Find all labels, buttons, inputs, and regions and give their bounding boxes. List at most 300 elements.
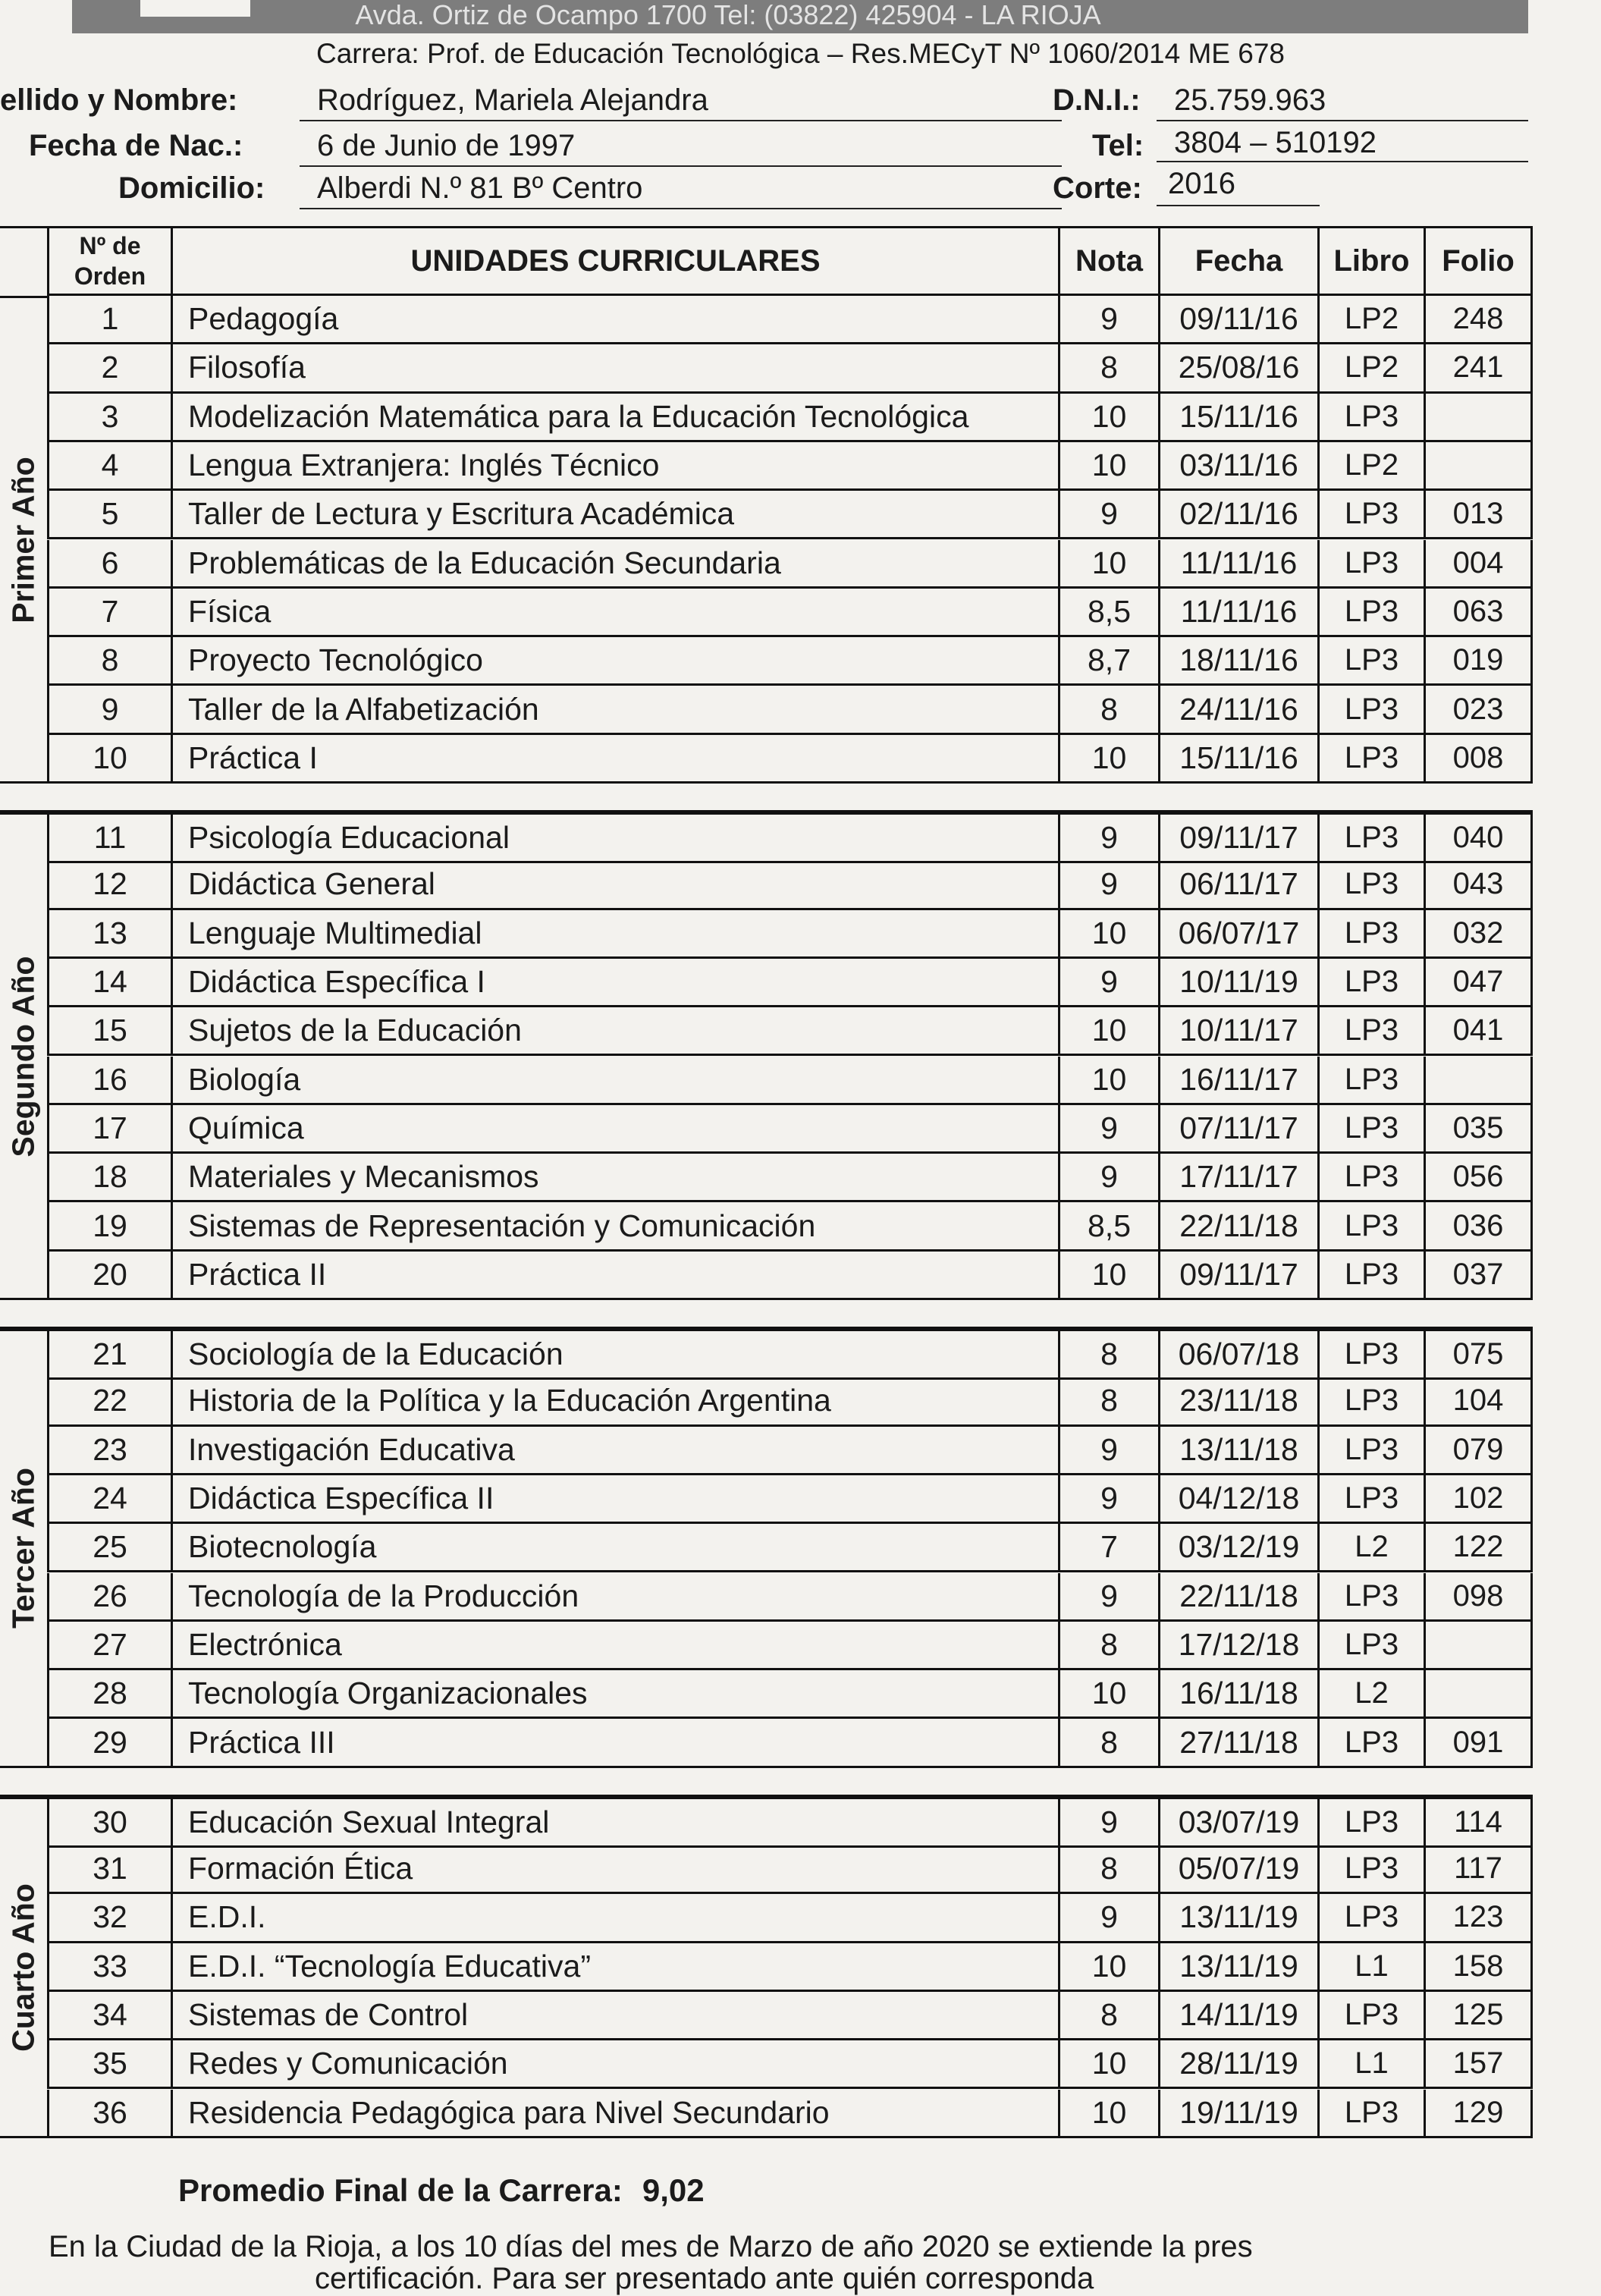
unidad-cell — [173, 1670, 1060, 1719]
nota-cell — [1060, 1427, 1160, 1475]
libro-cell-text: LP3 — [1344, 2095, 1399, 2129]
libro-cell-text: LP3 — [1344, 643, 1399, 677]
orden-cell-text: 17 — [93, 1110, 127, 1145]
orden-cell — [47, 1719, 173, 1767]
folio-cell — [1426, 735, 1533, 784]
orden-cell-text: 35 — [93, 2046, 127, 2081]
folio-cell — [1426, 1622, 1533, 1670]
unidad-cell-text: Práctica III — [188, 1724, 335, 1760]
table-row — [0, 540, 1533, 589]
unidad-cell-text: Filosofía — [188, 350, 306, 385]
header-nota-text: Nota — [1075, 243, 1143, 278]
libro-cell — [1320, 1377, 1426, 1426]
folio-cell-text: 079 — [1452, 1432, 1504, 1466]
orden-cell-text: 19 — [93, 1208, 127, 1243]
nota-cell — [1060, 1524, 1160, 1572]
folio-cell-text: 056 — [1452, 1160, 1504, 1194]
orden-cell — [47, 296, 173, 344]
address-underline — [300, 208, 1062, 209]
nota-cell — [1060, 637, 1160, 686]
fecha-cell-text: 09/11/17 — [1179, 820, 1298, 856]
corte-label: Corte: — [1053, 171, 1142, 205]
orden-cell — [47, 1007, 173, 1056]
tel-underline — [1157, 161, 1528, 162]
fecha-cell — [1160, 1670, 1320, 1719]
unidad-cell-text: Proyecto Tecnológico — [188, 642, 483, 678]
folio-cell-text: 035 — [1452, 1110, 1504, 1145]
libro-cell — [1320, 1007, 1426, 1056]
header-orden — [47, 226, 173, 296]
fecha-cell-text: 06/11/17 — [1179, 866, 1298, 902]
nota-cell — [1060, 2040, 1160, 2089]
fecha-cell-text: 03/07/19 — [1178, 1804, 1300, 1839]
orden-cell — [47, 589, 173, 637]
orden-cell — [47, 1202, 173, 1251]
folio-cell-text: 122 — [1452, 1530, 1504, 1564]
fecha-cell-text: 10/11/19 — [1179, 964, 1298, 1000]
folio-cell — [1426, 1894, 1533, 1943]
fecha-cell — [1160, 394, 1320, 442]
unidad-cell — [173, 1475, 1060, 1524]
unidad-cell-text: Historia de la Política y la Educación Argentina — [188, 1383, 831, 1418]
unidad-cell-text: Pedagogía — [188, 301, 339, 337]
libro-cell — [1320, 910, 1426, 959]
fecha-cell-text: 18/11/16 — [1179, 642, 1298, 678]
fecha-cell-text: 06/07/18 — [1178, 1336, 1300, 1372]
birth-date: 6 de Junio de 1997 — [317, 129, 576, 162]
folio-cell — [1426, 1154, 1533, 1202]
folio-cell — [1426, 1007, 1533, 1056]
table-corner-line — [0, 226, 47, 228]
table-row — [0, 812, 1533, 863]
unidad-cell-text: Lenguaje Multimedial — [188, 915, 482, 950]
table-row — [0, 394, 1533, 442]
orden-cell-text: 33 — [93, 1948, 127, 1983]
libro-cell-text: L2 — [1355, 1676, 1389, 1710]
libro-cell-text: LP3 — [1344, 1804, 1399, 1839]
libro-cell-text: LP2 — [1344, 350, 1399, 385]
folio-cell-text: 004 — [1452, 545, 1504, 579]
libro-cell-text: LP3 — [1344, 965, 1399, 999]
libro-cell — [1320, 1202, 1426, 1251]
libro-cell-text: LP3 — [1344, 1160, 1399, 1194]
libro-cell-text: LP3 — [1344, 1627, 1399, 1661]
libro-cell-text: LP3 — [1344, 821, 1399, 855]
orden-cell-text: 29 — [93, 1724, 127, 1760]
libro-cell — [1320, 442, 1426, 491]
header-fecha-text: Fecha — [1194, 243, 1283, 278]
fecha-cell — [1160, 1845, 1320, 1894]
fecha-cell — [1160, 344, 1320, 393]
libro-cell-text: LP2 — [1344, 302, 1399, 336]
table-row — [0, 1057, 1533, 1105]
birth-label: Fecha de Nac.: — [29, 129, 243, 162]
fecha-cell-text: 05/07/19 — [1178, 1851, 1300, 1886]
fecha-cell — [1160, 735, 1320, 784]
orden-cell-text: 34 — [93, 1997, 127, 2033]
orden-cell — [47, 1377, 173, 1426]
table-row — [0, 491, 1533, 539]
folio-cell — [1426, 1524, 1533, 1572]
fecha-cell — [1160, 1252, 1320, 1300]
table-row — [0, 1622, 1533, 1670]
folio-cell-text: 008 — [1452, 740, 1504, 774]
nota-cell — [1060, 735, 1160, 784]
table-row — [0, 1992, 1533, 2040]
table-row — [0, 1524, 1533, 1572]
unidad-cell-text: Problemáticas de la Educación Secundaria — [188, 545, 781, 580]
nota-cell-text: 9 — [1100, 301, 1118, 337]
table-row — [0, 1427, 1533, 1475]
nota-cell — [1060, 1719, 1160, 1767]
fecha-cell — [1160, 637, 1320, 686]
unidad-cell — [173, 1943, 1060, 1992]
table-row — [0, 1377, 1533, 1426]
folio-cell-text: 123 — [1452, 1900, 1504, 1934]
nota-cell — [1060, 589, 1160, 637]
folio-cell-text: 043 — [1452, 867, 1504, 901]
orden-cell-text: 27 — [93, 1626, 127, 1662]
folio-cell — [1426, 394, 1533, 442]
folio-cell — [1426, 1799, 1533, 1848]
fecha-cell — [1160, 959, 1320, 1007]
nota-cell — [1060, 540, 1160, 589]
libro-cell-text: LP3 — [1344, 399, 1399, 433]
folio-cell — [1426, 1331, 1533, 1380]
nota-cell — [1060, 1377, 1160, 1426]
header-unidades-text: UNIDADES CURRICULARES — [410, 243, 821, 278]
nota-cell — [1060, 1105, 1160, 1154]
unidad-cell — [173, 1573, 1060, 1622]
libro-cell — [1320, 2040, 1426, 2089]
year-section-label — [0, 1797, 47, 2138]
fecha-cell-text: 04/12/18 — [1178, 1481, 1300, 1516]
table-row — [0, 910, 1533, 959]
unidad-cell-text: Práctica II — [188, 1256, 327, 1292]
nota-cell-text: 10 — [1091, 398, 1127, 434]
nota-cell — [1060, 861, 1160, 909]
header-nota — [1060, 226, 1160, 296]
orden-cell-text: 13 — [93, 915, 127, 950]
certification-text-line2: certificación. Para ser presentado ante quién corresponda — [315, 2262, 1094, 2295]
libro-cell-text: LP3 — [1344, 1481, 1399, 1515]
libro-cell-text: LP3 — [1344, 1998, 1399, 2032]
nota-cell — [1060, 1057, 1160, 1105]
table-row — [0, 2040, 1533, 2089]
folio-cell — [1426, 296, 1533, 344]
orden-cell-text: 16 — [93, 1061, 127, 1097]
folio-cell-text: 158 — [1452, 1949, 1504, 1983]
folio-cell — [1426, 815, 1533, 863]
orden-cell — [47, 1573, 173, 1622]
header-libro — [1320, 226, 1426, 296]
orden-cell-text: 32 — [93, 1899, 127, 1935]
nota-cell — [1060, 910, 1160, 959]
folio-cell-text: 047 — [1452, 965, 1504, 999]
unidad-cell — [173, 815, 1060, 863]
name-underline — [300, 120, 1062, 121]
unidad-cell — [173, 540, 1060, 589]
fecha-cell — [1160, 1799, 1320, 1848]
table-row — [0, 1202, 1533, 1251]
fecha-cell-text: 16/11/17 — [1179, 1061, 1298, 1097]
libro-cell — [1320, 1894, 1426, 1943]
libro-cell — [1320, 344, 1426, 393]
unidad-cell-text: Tecnología Organizacionales — [188, 1676, 588, 1711]
unidad-cell-text: Redes y Comunicación — [188, 2046, 508, 2081]
fecha-cell-text: 09/11/17 — [1179, 1256, 1298, 1292]
orden-cell — [47, 861, 173, 909]
unidad-cell — [173, 637, 1060, 686]
fecha-cell-text: 27/11/18 — [1179, 1724, 1298, 1760]
fecha-cell-text: 16/11/18 — [1179, 1676, 1298, 1711]
table-row — [0, 1252, 1533, 1300]
year-label-text: Primer Año — [5, 456, 41, 623]
libro-cell — [1320, 394, 1426, 442]
nota-cell-text: 9 — [1100, 1159, 1118, 1195]
unidad-cell — [173, 1007, 1060, 1056]
orden-cell-text: 23 — [93, 1431, 127, 1467]
unidad-cell-text: Biología — [188, 1061, 301, 1097]
fecha-cell-text: 07/11/17 — [1179, 1110, 1298, 1145]
unidad-cell-text: Sociología de la Educación — [188, 1336, 563, 1372]
orden-cell — [47, 2090, 173, 2138]
nota-cell-text: 10 — [1091, 1948, 1127, 1983]
table-row — [0, 1943, 1533, 1992]
unidad-cell — [173, 735, 1060, 784]
orden-cell-text: 28 — [93, 1676, 127, 1711]
libro-cell — [1320, 1252, 1426, 1300]
orden-cell — [47, 1622, 173, 1670]
unidad-cell-text: Investigación Educativa — [188, 1431, 515, 1467]
folio-cell-text: 091 — [1452, 1725, 1504, 1759]
fecha-cell — [1160, 1331, 1320, 1380]
folio-cell-text: 104 — [1452, 1384, 1504, 1418]
fecha-cell-text: 22/11/18 — [1179, 1208, 1298, 1243]
unidad-cell — [173, 910, 1060, 959]
nota-cell-text: 10 — [1091, 1061, 1127, 1097]
libro-cell-text: LP3 — [1344, 1257, 1399, 1291]
orden-cell-text: 5 — [101, 496, 119, 532]
folio-cell-text: 117 — [1454, 1852, 1502, 1886]
libro-cell-text: LP3 — [1344, 1337, 1399, 1371]
unidad-cell-text: Educación Sexual Integral — [188, 1804, 550, 1839]
orden-cell-text: 3 — [101, 398, 119, 434]
libro-cell-text: LP3 — [1344, 916, 1399, 950]
fecha-cell-text: 14/11/19 — [1179, 1997, 1298, 2033]
nota-cell-text: 10 — [1091, 2094, 1127, 2130]
fecha-cell — [1160, 1057, 1320, 1105]
unidad-cell-text: Electrónica — [188, 1626, 342, 1662]
nota-cell — [1060, 296, 1160, 344]
nota-cell — [1060, 491, 1160, 539]
orden-cell-text: 8 — [101, 642, 119, 678]
folio-cell-text: 063 — [1452, 594, 1504, 628]
name-label: ellido y Nombre: — [0, 83, 238, 117]
unidad-cell — [173, 589, 1060, 637]
student-name: Rodríguez, Mariela Alejandra — [317, 83, 708, 117]
folio-cell-text: 036 — [1452, 1208, 1504, 1242]
nota-cell-text: 8 — [1100, 350, 1118, 385]
fecha-cell-text: 09/11/16 — [1179, 301, 1298, 337]
libro-cell-text: LP3 — [1344, 1900, 1399, 1934]
orden-cell-text: 11 — [93, 820, 127, 856]
folio-cell — [1426, 2040, 1533, 2089]
orden-cell — [47, 1992, 173, 2040]
libro-cell-text: LP3 — [1344, 545, 1399, 579]
fecha-cell-text: 03/12/19 — [1178, 1529, 1300, 1565]
table-row — [0, 686, 1533, 734]
fecha-cell-text: 10/11/17 — [1179, 1013, 1298, 1048]
fecha-cell — [1160, 589, 1320, 637]
libro-cell — [1320, 1573, 1426, 1622]
orden-cell-text: 36 — [93, 2094, 127, 2130]
libro-cell-text: LP3 — [1344, 497, 1399, 531]
unidad-cell-text: E.D.I. “Tecnología Educativa” — [188, 1948, 591, 1983]
fecha-cell — [1160, 1007, 1320, 1056]
unidad-cell — [173, 2040, 1060, 2089]
table-row — [0, 589, 1533, 637]
nota-cell-text: 10 — [1091, 915, 1127, 950]
nota-cell-text: 10 — [1091, 1013, 1127, 1048]
unidad-cell — [173, 861, 1060, 909]
libro-cell-text: LP3 — [1344, 1062, 1399, 1096]
libro-cell-text: LP3 — [1344, 1852, 1399, 1886]
folio-cell-text: 041 — [1452, 1013, 1504, 1047]
fecha-cell — [1160, 1154, 1320, 1202]
folio-cell — [1426, 1943, 1533, 1992]
table-row — [0, 296, 1533, 344]
libro-cell — [1320, 959, 1426, 1007]
orden-cell — [47, 910, 173, 959]
folio-cell-text: 023 — [1452, 692, 1504, 726]
folio-cell — [1426, 1992, 1533, 2040]
unidad-cell — [173, 2090, 1060, 2138]
fecha-cell-text: 02/11/16 — [1179, 496, 1298, 532]
unidad-cell-text: Didáctica Específica II — [188, 1481, 494, 1516]
unidad-cell-text: Sistemas de Representación y Comunicación — [188, 1208, 816, 1243]
unidad-cell-text: Química — [188, 1110, 304, 1145]
orden-cell-text: 25 — [93, 1529, 127, 1565]
folio-cell-text: 075 — [1452, 1337, 1504, 1371]
unidad-cell-text: Tecnología de la Producción — [188, 1578, 579, 1613]
fecha-cell-text: 03/11/16 — [1179, 448, 1298, 483]
unidad-cell-text: E.D.I. — [188, 1899, 266, 1935]
folio-cell — [1426, 1252, 1533, 1300]
fecha-cell — [1160, 1894, 1320, 1943]
libro-cell-text: LP3 — [1344, 1384, 1399, 1418]
libro-cell-text: LP3 — [1344, 692, 1399, 726]
folio-cell — [1426, 2090, 1533, 2138]
orden-cell-text: 26 — [93, 1578, 127, 1613]
orden-cell-text: 31 — [93, 1851, 127, 1886]
table-row — [0, 1573, 1533, 1622]
banner-notch — [140, 0, 250, 17]
libro-cell-text: LP3 — [1344, 594, 1399, 628]
fecha-cell-text: 13/11/18 — [1179, 1431, 1298, 1467]
folio-cell — [1426, 1845, 1533, 1894]
orden-cell-text: 4 — [101, 448, 119, 483]
fecha-cell-text: 17/12/18 — [1178, 1626, 1300, 1662]
fecha-cell — [1160, 1202, 1320, 1251]
libro-cell — [1320, 1524, 1426, 1572]
unidad-cell-text: Didáctica Específica I — [188, 964, 485, 1000]
institution-address: Avda. Ortiz de Ocampo 1700 Tel: (03822) 425904 - LA RIOJA — [355, 0, 1101, 30]
orden-cell — [47, 637, 173, 686]
fecha-cell — [1160, 1105, 1320, 1154]
orden-cell — [47, 1105, 173, 1154]
nota-cell-text: 9 — [1100, 1899, 1118, 1935]
nota-cell — [1060, 1943, 1160, 1992]
fecha-cell — [1160, 1992, 1320, 2040]
orden-cell — [47, 1154, 173, 1202]
libro-cell — [1320, 1154, 1426, 1202]
libro-cell — [1320, 637, 1426, 686]
folio-cell-text: 032 — [1452, 916, 1504, 950]
orden-cell-text: 10 — [93, 740, 127, 775]
libro-cell — [1320, 1670, 1426, 1719]
folio-cell — [1426, 1573, 1533, 1622]
nota-cell — [1060, 686, 1160, 734]
folio-cell — [1426, 861, 1533, 909]
orden-cell — [47, 1524, 173, 1572]
unidad-cell — [173, 1377, 1060, 1426]
unidad-cell — [173, 491, 1060, 539]
career-title: Carrera: Prof. de Educación Tecnológica – Res.MECyT Nº 1060/2014 ME 678 — [316, 38, 1285, 69]
nota-cell — [1060, 1845, 1160, 1894]
folio-cell — [1426, 540, 1533, 589]
year-label-text: Tercer Año — [5, 1468, 41, 1629]
fecha-cell-text: 24/11/16 — [1179, 691, 1298, 727]
orden-cell — [47, 1670, 173, 1719]
orden-cell — [47, 1252, 173, 1300]
table-row — [0, 735, 1533, 784]
unidad-cell — [173, 1252, 1060, 1300]
tel-value: 3804 – 510192 — [1174, 126, 1377, 159]
orden-cell — [47, 1845, 173, 1894]
fecha-cell — [1160, 491, 1320, 539]
header-unidades — [173, 226, 1060, 296]
nota-cell — [1060, 1154, 1160, 1202]
fecha-cell-text: 06/07/17 — [1178, 915, 1300, 950]
nota-cell-text: 10 — [1091, 2046, 1127, 2081]
libro-cell-text: LP3 — [1344, 1578, 1399, 1613]
unidad-cell-text: Psicología Educacional — [188, 820, 510, 856]
certification-text-line1: En la Ciudad de la Rioja, a los 10 días del mes de Marzo de año 2020 se extiende la pres — [49, 2230, 1253, 2263]
nota-cell-text: 9 — [1100, 1804, 1118, 1839]
unidad-cell-text: Modelización Matemática para la Educación Tecnológica — [188, 398, 969, 434]
nota-cell — [1060, 1799, 1160, 1848]
unidad-cell-text: Formación Ética — [188, 1851, 413, 1886]
year-section-label — [0, 812, 47, 1300]
nota-cell — [1060, 442, 1160, 491]
orden-cell — [47, 491, 173, 539]
unidad-cell — [173, 1057, 1060, 1105]
unidad-cell — [173, 1202, 1060, 1251]
unidad-cell — [173, 1992, 1060, 2040]
orden-cell — [47, 1331, 173, 1380]
tel-label: Tel: — [1092, 129, 1144, 162]
year-section-label — [0, 296, 47, 784]
libro-cell — [1320, 1622, 1426, 1670]
folio-cell — [1426, 1475, 1533, 1524]
nota-cell-text: 9 — [1100, 1578, 1118, 1613]
nota-cell — [1060, 2090, 1160, 2138]
libro-cell — [1320, 861, 1426, 909]
libro-cell — [1320, 1427, 1426, 1475]
orden-cell-text: 7 — [101, 593, 119, 629]
unidad-cell-text: Física — [188, 593, 272, 629]
